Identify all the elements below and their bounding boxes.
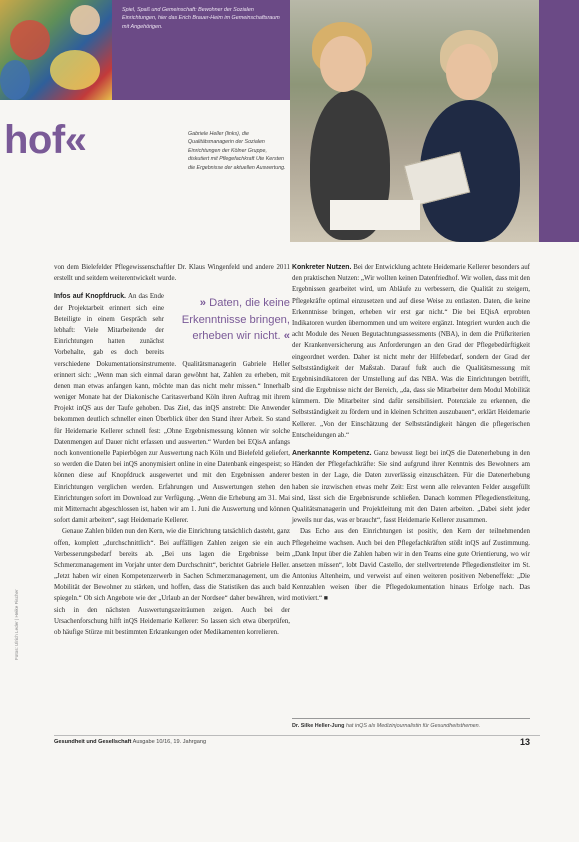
intro-paragraph: von dem Bielefelder Pflegewissenschaftler Dr. Klaus Wingenfeld und andere 2011 erstellt und seitdem weiterentwickelt wurde. [54,264,290,283]
footer-divider [54,735,540,736]
author-name: Dr. Silke Heller-Jung [292,723,345,729]
footer [54,739,540,745]
section-nutzen-text: Bei der Entwicklung achtete Heidemarie Kellerer besonders auf den praktischen Nutzen: „Wir wollten keinen Datenfriedhof. Wir wollen, dass mit den Ergebnissen gearbeitet wird, um Abläufe zu verbessern, die Qualität zu steigern, Pflegekräfte optimal einzusetzen und auf diese Weise zu entlasten. Daten, die keine Erkenntnisse bringen, erheben wir erst gar nicht.“ Die bei EQisA erprobten Indikatoren wurden übernommen und um weitere ergänzt. Integriert wurden auch die acht Module des Neuen Begutachtungsassessments (NBA), in dem die Prüfkriterien der Krankenversicherung aus Anforderungen an den Grad der Pflegebedürftigkeit eingeordnet werden. Daher ist nicht mehr der Hilfebedarf, sondern der Grad der Selbstständigkeit der Maßstab. Darauf fußt auch die Qualitätsmessung mit Ergebnisindikatoren der Umstellung auf das NBA. Was die Einrichtungen betrifft, sind die Ergebnisse nicht der Bereich, „da, dass sie Mitarbeiter dem Modul Mobilität kümmern. Die Mitarbeiter sind dafür sensibilisiert. Potenziale zu erkennen, die Selbstständigkeit zu fördern und in kleinen Schritten auszubauen“, erklärt Heidemarie Kellerer. „Von der Einschätzung der Selbstständigkeit hängen die pflegerischen Entscheidungen ab.“ [292,264,530,439]
author-description: hat inQS als Medizinjournalistin für Gesundheitsthemen. [345,723,481,729]
section-infos-lead: Infos auf Knopfdruck. [54,293,126,301]
photo-caption-box [112,0,290,100]
end-mark: ■ [323,595,328,603]
quote-close-mark: « [283,329,290,342]
decor-strip [539,0,579,242]
section-kompetenz-lead: Anerkannte Kompetenz. [292,450,372,457]
section-kompetenz-paragraph-2 [292,526,530,604]
photo-credit: Fotos: Ulrich Leder | Heike Fischer [14,589,19,660]
section-infos-paragraph [54,291,290,526]
section-kompetenz-text-2: Das Echo aus den Einrichtungen ist positiv, den Kern der teilnehmenden Pflegeheime wachsen. Auch bei den Pflegefachkräften stößt inQS auf Zustimmung. „Dank Input über die Zahlen haben wir in den Teams eine gute Orientierung, wo wir ansetzen müssen“, lobt David Castello, der stellvertretende Pflegedienstleiter im St. Antonius Altenheim, und verweist auf einen weiteren positiven Nebeneffekt: „Die Kennzahlen weisen über die Pflegedokumentation hinaus Erfolge nach. Das motiviert.“ [292,528,530,603]
headline-fragment: hof« [4,118,87,162]
page-number: 13 [520,737,531,747]
author-note [292,718,530,730]
pull-quote-text: Daten, die keine Erkenntnisse bringen, erheben wir nicht. [181,297,290,342]
section-infos-paragraph-2: Genaue Zahlen bilden nun den Kern, wie die Einrichtung tatsächlich dasteht, ganz offen, komplett „durchschnittlich“. Bei auffälligen Zahlen zeigen sie ein auch Verbesserungsbedarf bereits ab. „Bei uns lagen die Ergebnisse beim Schmerzmanagement im Vorjahr unter dem Durchschnitt“, berichtet Gabriele Heller. „Jetzt haben wir einen Kompetenzerwerb in Sachen Schmerzmanagement, um die Mobilität der Bewohner zu stärken, und hoffen, dass die Statistiken das auch bald spiegeln.“ Ob sich Angebote wie der „Urlaub an der Nordsee“ daher bewähren, wird sich in den nächsten Auswertungszeiträumen zeigen. Auch bei der Ursachenforschung hilft inQS Heidemarie Kellerer: So lassen sich etwa überprüfen, ob häufige Stürze mit bestimmten Erkrankungen oder Medikamenten korrelieren. [54,528,290,636]
section-nutzen-paragraph [292,262,530,441]
issue-info: Ausgabe 10/16, 19. Jahrgang [132,739,207,745]
pull-quote [172,295,290,344]
photo-caption: Gabriele Heller (links), die Qualitätsmanagerin der Sozialen Einrichtungen der Kölner Gruppe, diskutiert mit Pflegefachkraft Ute Kersten die Ergebnisse der aktuellen Auswertung. [188,131,286,171]
magazine-name: Gesundheit und Gesellschaft [54,739,132,745]
section-infos-text: An das Ende der Projektarbeit erinnert sich eine Beteiligte in einem Gespräch sehr lebhaft: Viele Mitarbeitende der Einrichtungen hatten zunächst Vorbehalte, gab es doch bereits verschiedene Dokumentationsinstrumente. Qualitätsmanagerin Gabriele Heller erinnert sich: „Wenn man sich einmal daran gewöhnt hat, Zahlen zu erheben, mit denen man etwas anfangen kann, möchte man das nicht mehr missen.“ Innerhalb weniger Monate hat der Diakonische Caritasverband Köln ihren Auftrag mit ihrem Projekt inQS aus der Taufe gehoben. Das Ziel, das inQS anstrebt: Die Anwender bekommen deutlich schneller einen Überblick über den Stand ihrer Arbeit. So stand für Heidemarie Kellerer schnell fest: „Ohne Ergebnismessung können wir solche Datenmengen auf Dauer nicht erfassen und auswerten.“ Wurden bei EQisA anfangs noch konventionelle Papierbögen zur Auswertung nach Köln und Bielefeld geliefert, so werden die Daten bei inQS anonymisiert online in eine Datenbank eingespeist; so können diese auf Knopfdruck ausgewertet und mit den Ergebnissen anderer Einrichtungen verglichen werden. Erfahrungen und Auswertungen stehen den Einrichtungen sofort im Download zur Verfügung. „Wenn die Erhebung am 31. Mai mit Mitternacht abgeschlossen ist, haben wir am 1. Juni die Auswertung und können sofort damit arbeiten“, sagt Heidemarie Kellerer. [54,293,290,525]
section-kompetenz-paragraph [292,448,530,526]
quote-open-mark: » [199,297,207,310]
section-nutzen-lead: Konkreter Nutzen. [292,264,352,271]
purple-box-text: Spiel, Spaß und Gemeinschaft: Bewohner der Sozialen Einrichtungen, hier das Erich Brauer-Heim im Gemeinschaftsraum mit Angehörigen. [122,7,280,30]
section-kompetenz-text: Ganz bewusst liegt bei inQS die Datenerhebung in den Händen der Pflegefachkräfte: Sie sind aufgrund ihrer Kenntnis des Bewohners am besten in der Lage, die Daten zuverlässig einzuschätzen. Für die Datenerhebung haben sie inzwischen etwas mehr Zeit: Erst wenn alle relevanten Felder ausgefüllt sind, lässt sich die Ergebnisrunde schließen. Danach kommen Pflegedienstleitung, Qualitätsmanagerin und Projektleitung mit den Daten arbeiten. „Dabei sieht jeder jeweils nur das, was er braucht“, fasst Heidemarie Kellerer zusammen. [292,450,530,525]
staff-photo [290,0,539,242]
group-photo [0,0,112,100]
left-column [54,262,290,638]
right-column [292,262,530,605]
